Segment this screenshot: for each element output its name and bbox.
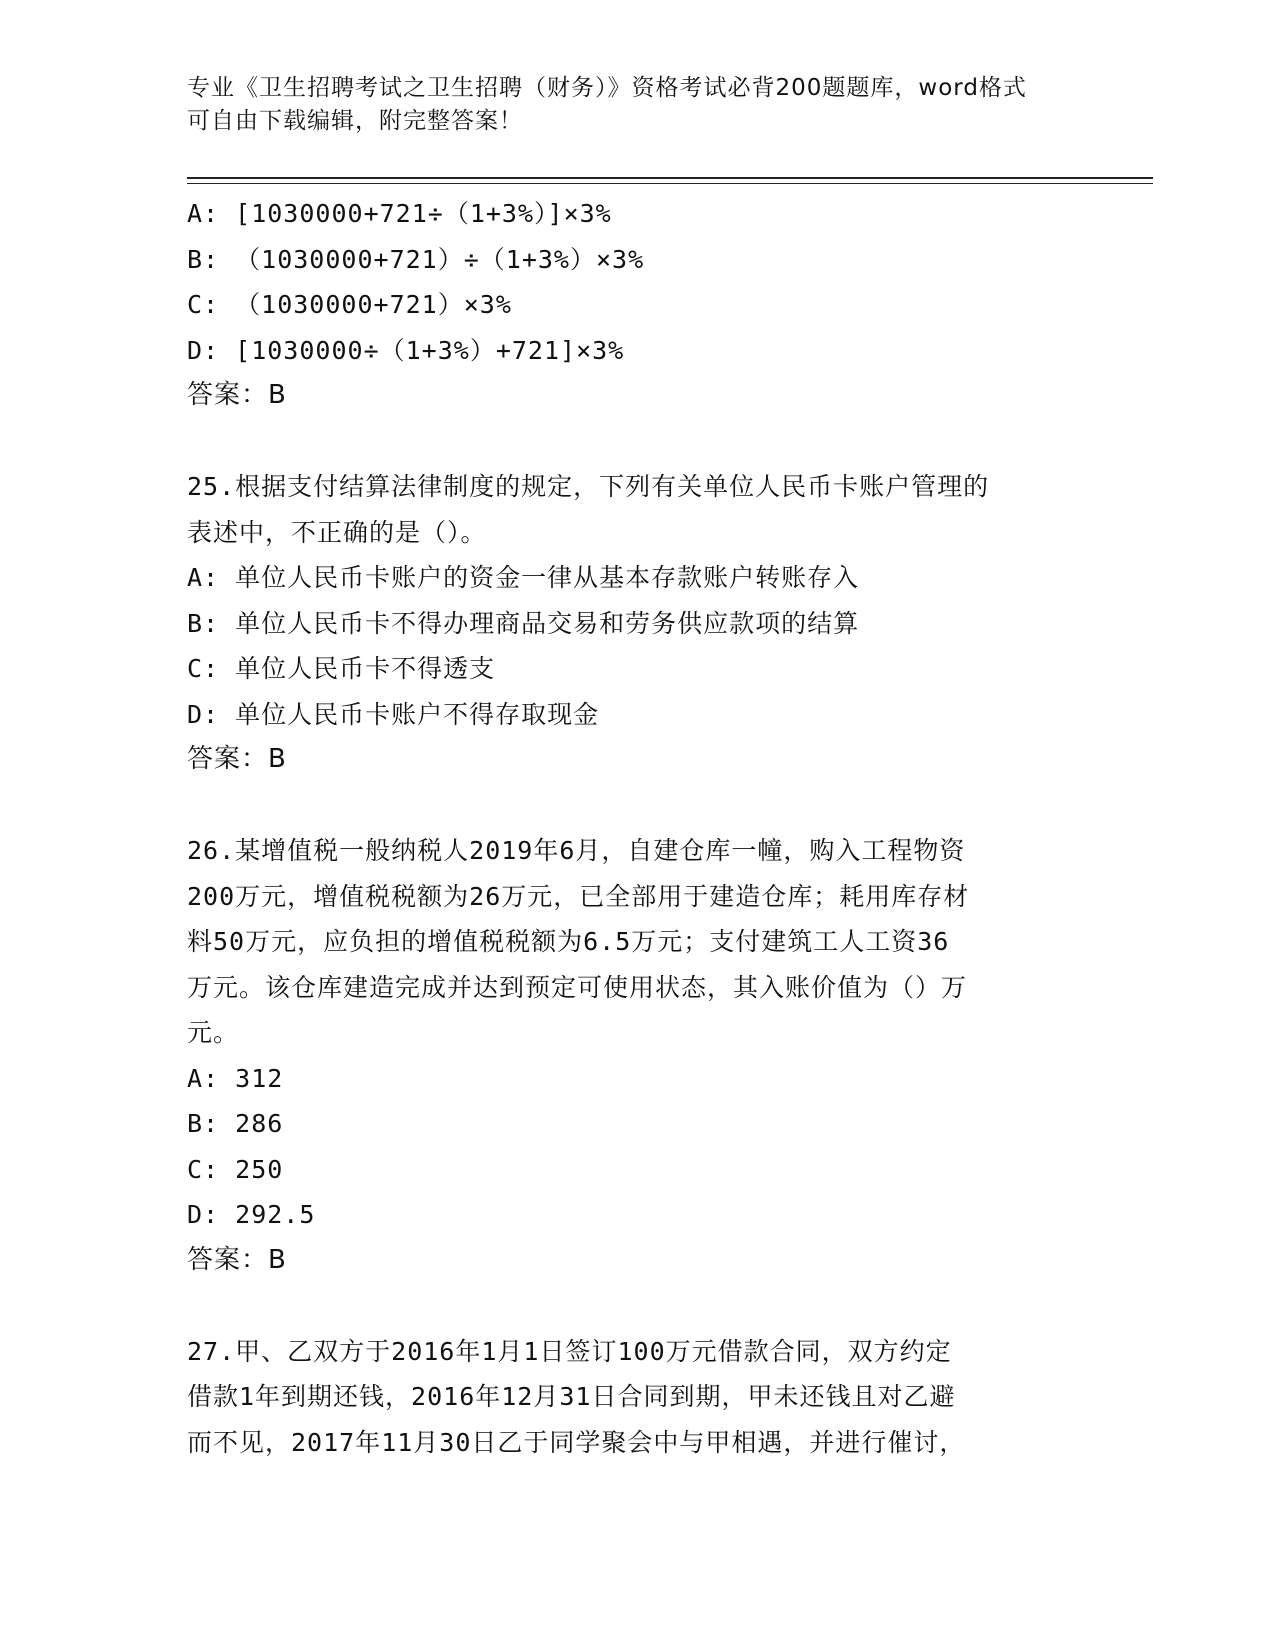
header-divider-thick: [187, 177, 1153, 179]
option-d: D: 292.5: [187, 1200, 316, 1229]
question-stem-line: 表述中，不正确的是（）。: [187, 517, 487, 547]
question-list: [187, 191, 1087, 1465]
header-divider-thin: [187, 183, 1153, 184]
document-header: [187, 72, 1067, 138]
question-stem-line: 26.某增值税一般纳税人2019年6月，自建仓库一幢，购入工程物资: [187, 836, 966, 865]
answer-line: 答案：B: [187, 380, 287, 410]
answer-line: 答案：B: [187, 1244, 287, 1275]
question-stem-line: 料50万元，应负担的增值税税额为6.5万元；支付建筑工人工资36: [187, 927, 950, 956]
question-26: [187, 828, 1087, 1283]
option-c: C: 单位人民币卡不得透支: [187, 654, 496, 683]
spacer: [187, 419, 1087, 465]
option-d: D: 单位人民币卡账户不得存取现金: [187, 699, 600, 729]
option-b: B: 286: [187, 1109, 284, 1138]
question-27: [187, 1329, 1087, 1466]
option-c: C: 250: [187, 1154, 284, 1184]
question-stem-line: 借款1年到期还钱，2016年12月31日合同到期，甲未还钱且对乙避: [187, 1382, 956, 1411]
option-b: B: （1030000+721）÷（1+3%）×3%: [187, 244, 645, 274]
question-25: [187, 464, 1087, 783]
spacer: [187, 1283, 1087, 1329]
option-a: A: [1030000+721÷（1+3%）]×3%: [187, 199, 612, 228]
header-line-2: 可自由下载编辑，附完整答案！: [187, 108, 523, 134]
question-stem-line: 万元。该仓库建造完成并达到预定可使用状态，其入账价值为（）万: [187, 972, 968, 1002]
option-a: A: 单位人民币卡账户的资金一律从基本存款账户转账存入: [187, 563, 860, 592]
option-a: A: 312: [187, 1063, 284, 1093]
option-b: B: 单位人民币卡不得办理商品交易和劳务供应款项的结算: [187, 608, 860, 638]
answer-line: 答案：B: [187, 744, 287, 774]
question-stem-line: 25.根据支付结算法律制度的规定，下列有关单位人民币卡账户管理的: [187, 472, 990, 501]
prev-question-block: [187, 191, 1087, 419]
question-stem-line: 元。: [187, 1018, 240, 1047]
option-c: C: （1030000+721）×3%: [187, 290, 512, 319]
spacer: [187, 783, 1087, 829]
question-stem-line: 而不见，2017年11月30日乙于同学聚会中与甲相遇，并进行催讨，: [187, 1427, 966, 1457]
question-stem-line: 27.甲、乙双方于2016年1月1日签订100万元借款合同，双方约定: [187, 1336, 952, 1366]
question-stem-line: 200万元，增值税税额为26万元，已全部用于建造仓库；耗用库存材: [187, 881, 970, 911]
header-line-1: 专业《卫生招聘考试之卫生招聘（财务）》资格考试必背200题题库，word格式: [187, 75, 1027, 101]
option-d: D: [1030000÷（1+3%）+721]×3%: [187, 335, 625, 365]
